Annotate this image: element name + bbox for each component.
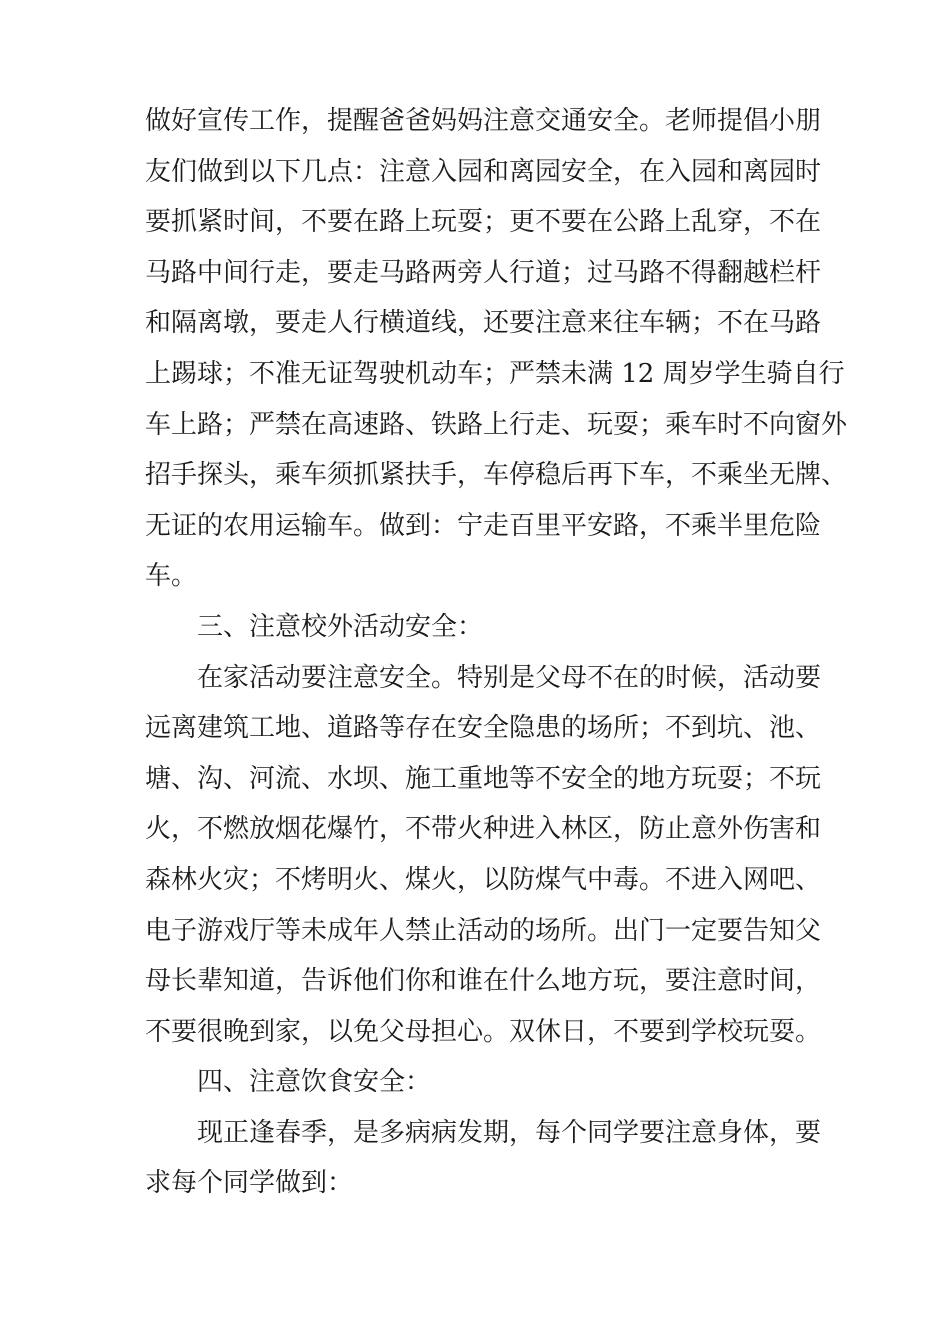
text-line: 母长辈知道，告诉他们你和谁在什么地方玩，要注意时间， xyxy=(145,966,822,997)
text-line: 招手探头，乘车须抓紧扶手，车停稳后再下车，不乘坐无牌、 xyxy=(145,460,848,491)
text-line: 友们做到以下几点：注意入园和离园安全，在入园和离园时 xyxy=(145,156,822,187)
document-body xyxy=(145,96,848,1209)
section-heading: 四、注意饮食安全： xyxy=(197,1067,432,1098)
text-line: 要抓紧时间，不要在路上玩耍；更不要在公路上乱穿，不在 xyxy=(145,207,822,238)
text-line: 电子游戏厅等未成年人禁止活动的场所。出门一定要告知父 xyxy=(145,915,822,946)
section-heading: 三、注意校外活动安全： xyxy=(197,611,484,642)
text-line: 马路中间行走，要走马路两旁人行道；过马路不得翻越栏杆 xyxy=(145,257,822,288)
text-line: 森林火灾；不烤明火、煤火，以防煤气中毒。不进入网吧、 xyxy=(145,864,822,895)
text-line: 做好宣传工作，提醒爸爸妈妈注意交通安全。老师提倡小朋 xyxy=(145,106,822,136)
text-line: 火，不燃放烟花爆竹，不带火种进入林区，防止意外伤害和 xyxy=(145,814,822,845)
text-line: 和隔离墩，要走人行横道线，还要注意来往车辆；不在马路 xyxy=(145,308,822,339)
text-line: 不要很晚到家，以免父母担心。双休日，不要到学校玩耍。 xyxy=(145,1016,822,1047)
text-line: 车上路；严禁在高速路、铁路上行走、玩耍；乘车时不向窗外 xyxy=(145,409,848,440)
text-line: 车。 xyxy=(145,561,198,592)
text-line: 远离建筑工地、道路等存在安全隐患的场所；不到坑、池、 xyxy=(145,713,822,744)
text-line: 无证的农用运输车。做到：宁走百里平安路，不乘半里危险 xyxy=(145,510,822,541)
text-line: 塘、沟、河流、水坝、施工重地等不安全的地方玩耍；不玩 xyxy=(145,763,822,794)
text-line: 上踢球；不准无证驾驶机动车；严禁未满 12 周岁学生骑自行 xyxy=(145,358,845,389)
text-line: 在家活动要注意安全。特别是父母不在的时候，活动要 xyxy=(197,662,822,693)
text-line: 求每个同学做到： xyxy=(145,1168,354,1199)
text-line: 现正逢春季，是多病病发期，每个同学要注意身体，要 xyxy=(197,1117,822,1148)
